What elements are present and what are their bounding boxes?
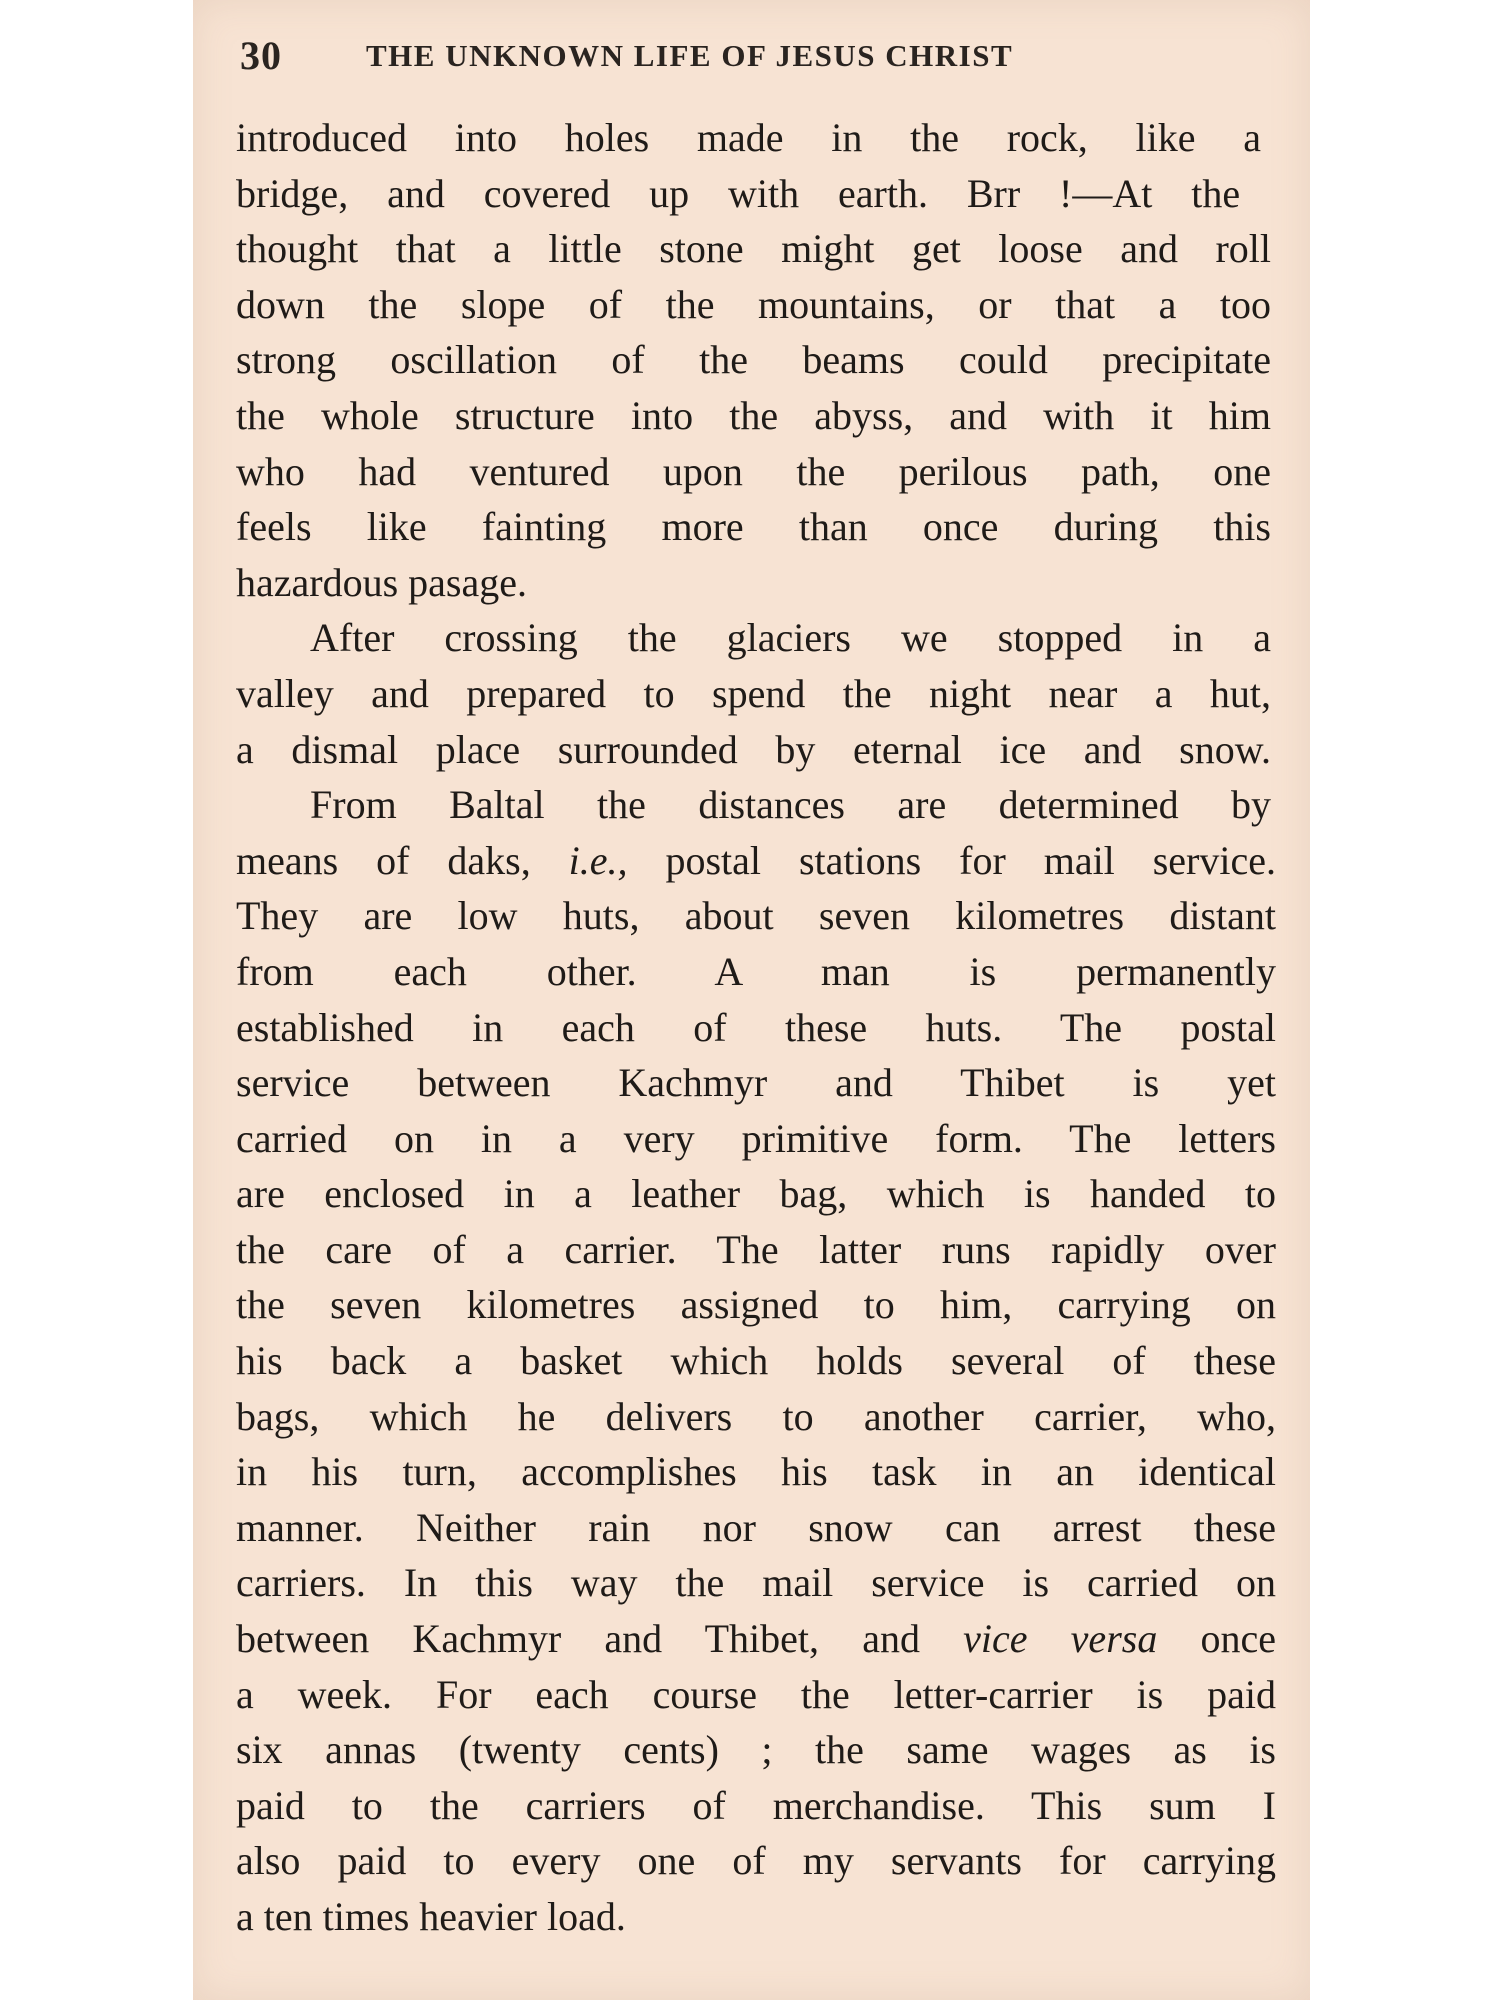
- text-line: paid to the carriers of merchandise. This sum I: [236, 1782, 1276, 1828]
- text-line: between Kachmyr and Thibet, and vice versa once: [236, 1616, 1277, 1662]
- text-line: a dismal place surrounded by eternal ice and snow.: [236, 726, 1271, 772]
- text-line: manner. Neither rain nor snow can arrest these: [236, 1504, 1276, 1550]
- text-line: hazardous pasage.: [236, 559, 527, 605]
- text-line: From Baltal the distances are determined by: [310, 782, 1271, 828]
- text-line: feels like fainting more than once during this: [236, 504, 1271, 550]
- text-line: in his turn, accomplishes his task in an identical: [236, 1449, 1276, 1495]
- text-line: bags, which he delivers to another carrier, who,: [236, 1393, 1276, 1439]
- text-line: who had ventured upon the perilous path, one: [236, 448, 1271, 494]
- text-line: After crossing the glaciers we stopped in a: [310, 615, 1271, 661]
- text-line: the whole structure into the abyss, and with it him: [236, 392, 1271, 438]
- text-line: They are low huts, about seven kilometres distant: [236, 893, 1276, 939]
- running-title: THE UNKNOWN LIFE OF JESUS CHRIST: [366, 38, 1014, 73]
- text-line: introduced into holes made in the rock, like a: [236, 115, 1261, 160]
- page-number: 30: [240, 33, 282, 78]
- text-line: carriers. In this way the mail service is carried on: [236, 1560, 1276, 1606]
- text-line: six annas (twenty cents) ; the same wages as is: [236, 1727, 1276, 1773]
- text-line: strong oscillation of the beams could precipitate: [236, 337, 1271, 383]
- text-line: carried on in a very primitive form. The letters: [236, 1115, 1276, 1161]
- text-line: a ten times heavier load.: [236, 1894, 626, 1939]
- text-line: are enclosed in a leather bag, which is handed to: [236, 1171, 1276, 1217]
- text-line: valley and prepared to spend the night near a hut,: [236, 670, 1271, 716]
- text-line: thought that a little stone might get loose and roll: [236, 226, 1271, 272]
- text-line: from each other. A man is permanently: [236, 948, 1276, 994]
- text-line: the seven kilometres assigned to him, carrying on: [236, 1282, 1276, 1328]
- text-line: also paid to every one of my servants for carrying: [236, 1838, 1276, 1884]
- text-line: means of daks, i.e., postal stations for mail service.: [236, 837, 1276, 883]
- text-line: a week. For each course the letter-carrier is paid: [236, 1671, 1276, 1717]
- page-header: [240, 32, 1240, 82]
- text-line: his back a basket which holds several of these: [236, 1338, 1276, 1384]
- text-line: the care of a carrier. The latter runs rapidly over: [236, 1226, 1276, 1272]
- text-line: established in each of these huts. The postal: [236, 1004, 1276, 1050]
- text-line: bridge, and covered up with earth. Brr !—At the: [236, 170, 1241, 216]
- text-line: service between Kachmyr and Thibet is yet: [236, 1060, 1276, 1106]
- body-text: [236, 110, 1286, 1945]
- text-line: down the slope of the mountains, or that a too: [236, 281, 1271, 327]
